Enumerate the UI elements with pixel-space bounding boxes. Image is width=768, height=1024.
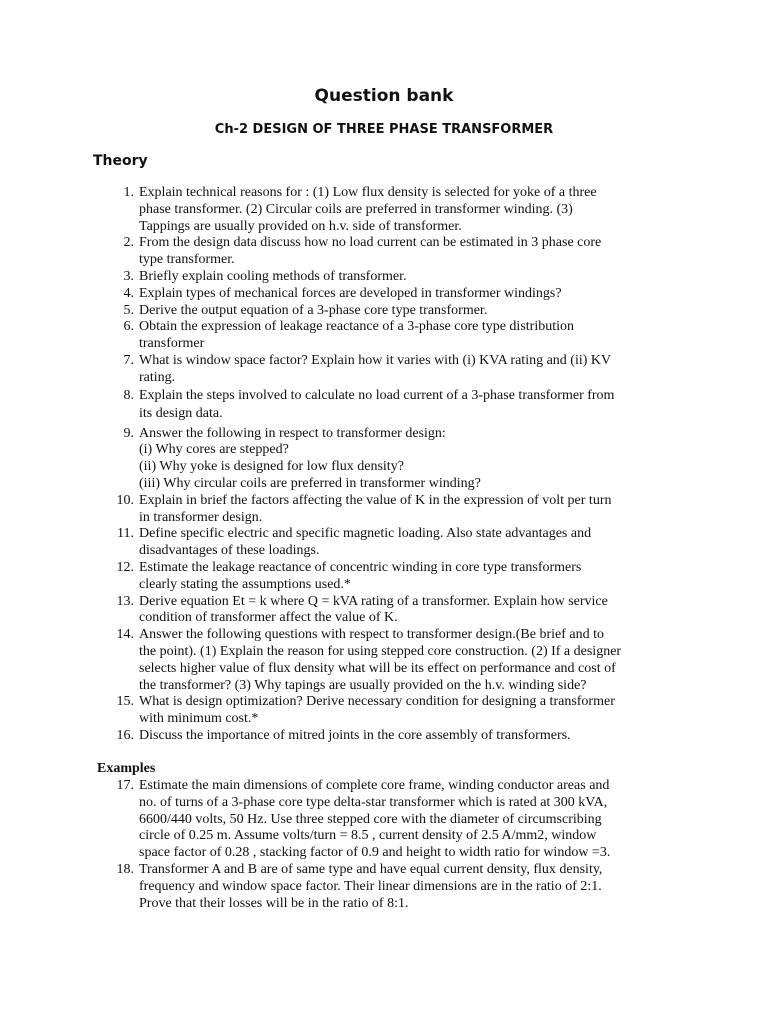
question-line: the transformer? (3) Why tapings are usually provided on the h.v. winding side? [139,677,587,693]
question-line: transformer [139,336,205,352]
question-line: What is window space factor? Explain how it varies with (i) KVA rating and (ii) KV [139,352,612,368]
question-number: 1. [123,185,134,200]
question-line: disadvantages of these loadings. [139,543,320,559]
page-title: Question bank [314,86,454,106]
question-item [0,526,667,560]
question-number: 18. [116,861,134,877]
question-line: Define specific electric and specific magnetic loading. Also state advantages and [139,526,592,542]
question-item [0,493,667,527]
question-line: Tappings are usually provided on h.v. side of transformer. [139,218,462,234]
question-number: 8. [123,387,134,403]
question-number: 14. [116,627,134,643]
theory-question-list [0,185,667,745]
question-line: Answer the following in respect to transformer design: [139,425,446,441]
question-line: the point). (1) Explain the reason for using stepped core construction. (2) If a designer [139,643,622,659]
question-item [0,387,667,423]
question-line: Transformer A and B are of same type and have equal current density, flux density, [139,861,603,877]
question-item [0,594,667,628]
question-line: Prove that their losses will be in the ratio of 8:1. [139,895,409,911]
question-line: rating. [139,369,176,385]
question-line: clearly stating the assumptions used.* [139,576,351,592]
question-line: in transformer design. [139,509,263,525]
question-number: 5. [123,302,134,318]
question-item [0,303,667,320]
question-line: condition of transformer affect the value of K. [139,610,398,626]
question-line: Estimate the leakage reactance of concentric winding in core type transformers [139,559,582,575]
question-item [0,694,667,728]
example-question-list [0,778,667,912]
question-number: 16. [116,727,134,743]
question-item [0,728,667,745]
question-number: 9. [123,425,134,441]
examples-heading: Examples [97,761,156,776]
question-number: 10. [116,492,134,508]
question-number: 7. [123,352,134,368]
question-item [0,286,667,303]
question-line: Discuss the importance of mitred joints in the core assembly of transformers. [139,727,571,743]
question-item [0,426,667,493]
chapter-subtitle: Ch-2 DESIGN OF THREE PHASE TRANSFORMER [214,122,554,137]
question-line: space factor of 0.28 , stacking factor of 0.9 and height to width ratio for window =3. [139,845,611,861]
question-number: 15. [116,694,134,710]
question-line: Derive equation Et = k where Q = kVA rating of a transformer. Explain how service [139,593,608,609]
question-item [0,235,667,269]
question-line: Obtain the expression of leakage reactance of a 3-phase core type distribution [139,319,574,335]
question-line: From the design data discuss how no load current can be estimated in 3 phase core [139,235,602,251]
question-line: What is design optimization? Derive necessary condition for designing a transformer [139,694,615,710]
question-item [0,778,667,862]
question-line: Explain technical reasons for : (1) Low flux density is selected for yoke of a three [139,185,597,200]
question-line: selects higher value of flux density what will be its effect on performance and cost of [139,660,616,676]
question-item [0,319,667,353]
question-number: 13. [116,593,134,609]
theory-heading: Theory [93,153,148,169]
question-number: 17. [116,778,134,793]
question-line: Briefly explain cooling methods of transformer. [139,268,407,284]
question-line: Explain types of mechanical forces are developed in transformer windings? [139,285,562,301]
question-line: Explain in brief the factors affecting the value of K in the expression of volt per turn [139,492,612,508]
question-line: (ii) Why yoke is designed for low flux density? [139,459,404,475]
question-line: Derive the output equation of a 3-phase core type transformer. [139,302,488,318]
question-line: with minimum cost.* [139,711,259,727]
question-number: 12. [116,559,134,575]
question-item [0,185,667,235]
question-line: Answer the following questions with respect to transformer design.(Be brief and to [139,627,605,643]
question-line: Explain the steps involved to calculate no load current of a 3-phase transformer from [139,387,615,403]
question-line: no. of turns of a 3-phase core type delta-star transformer which is rated at 300 kVA, [139,794,608,810]
question-number: 11. [117,526,134,542]
question-item [0,353,667,387]
question-item [0,560,667,594]
question-line: frequency and window space factor. Their linear dimensions are in the ratio of 2:1. [139,878,602,894]
question-line: type transformer. [139,252,235,268]
question-item [0,269,667,286]
question-line: its design data. [139,405,223,421]
question-line: (i) Why cores are stepped? [139,442,289,458]
question-number: 2. [123,235,134,251]
question-number: 4. [123,285,134,301]
question-line: circle of 0.25 m. Assume volts/turn = 8.5 , current density of 2.5 A/mm2, window [139,828,597,844]
question-line: 6600/440 volts, 50 Hz. Use three stepped core with the diameter of circumscribing [139,811,602,827]
question-item [0,627,667,694]
question-line: (iii) Why circular coils are preferred in transformer winding? [139,475,481,491]
question-number: 6. [123,319,134,335]
question-item [0,862,667,912]
question-number: 3. [123,268,134,284]
question-line: phase transformer. (2) Circular coils are preferred in transformer winding. (3) [139,201,573,217]
question-line: Estimate the main dimensions of complete core frame, winding conductor areas and [139,778,610,793]
